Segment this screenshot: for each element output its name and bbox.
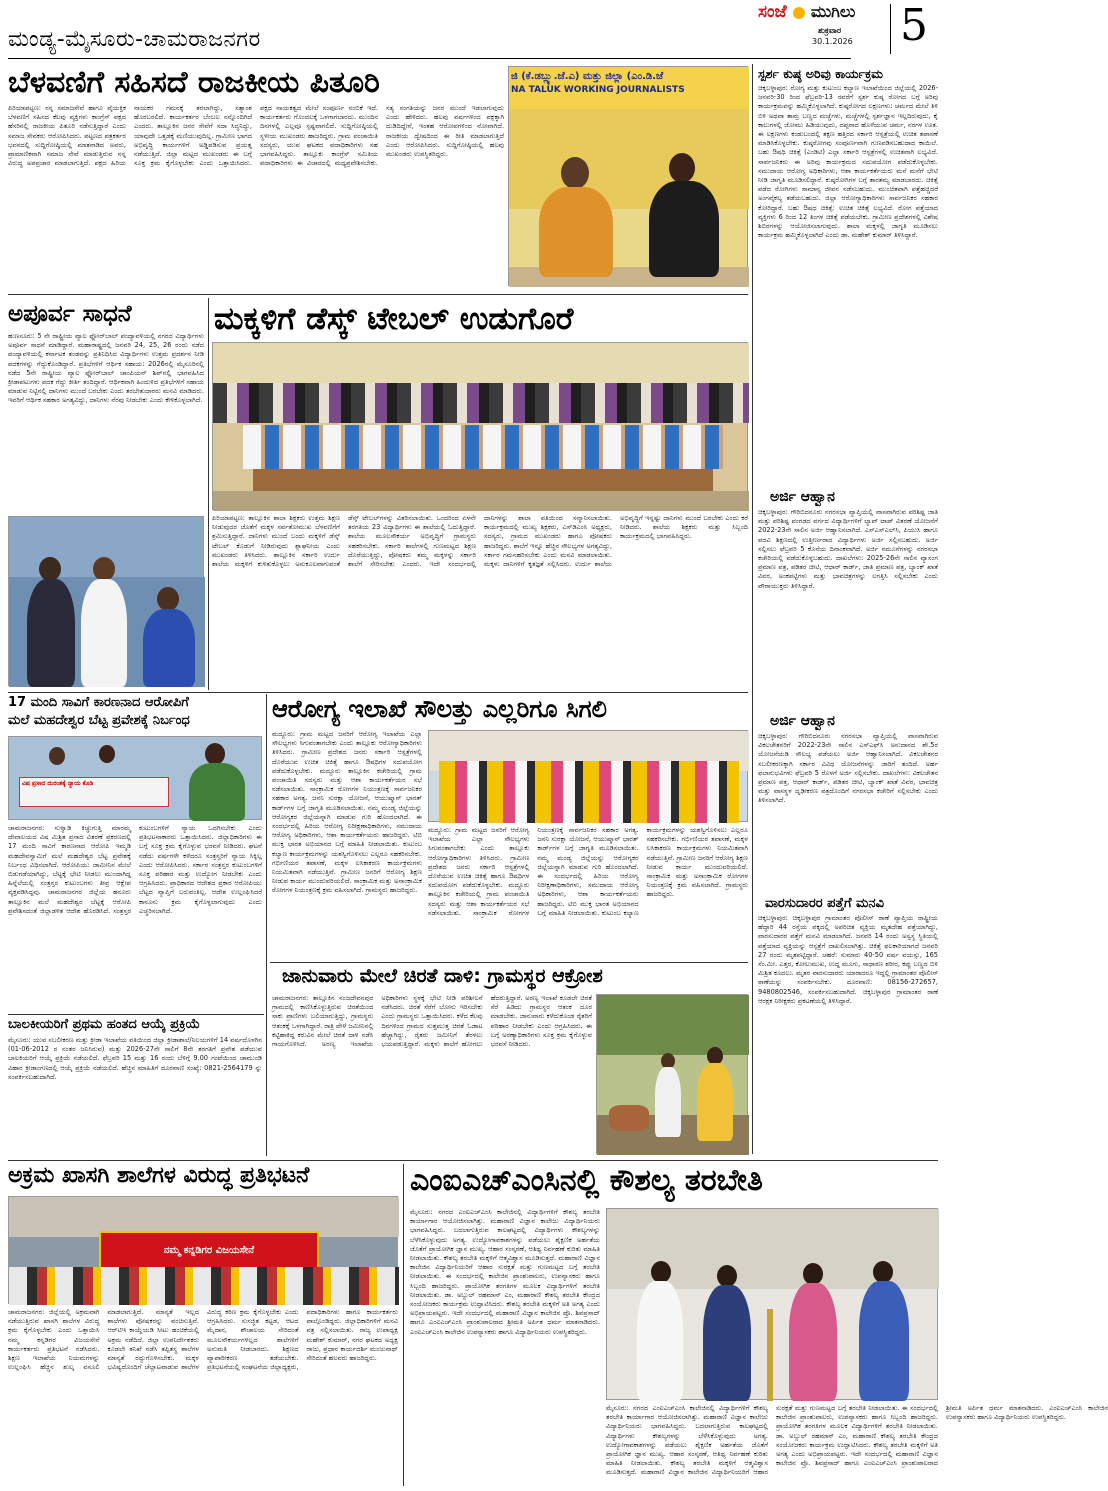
guest1-head xyxy=(651,1261,671,1283)
page-number-divider xyxy=(890,4,891,54)
brand-logo xyxy=(758,2,888,26)
sidebar-story2-body: ಚಿಕ್ಕಬಳ್ಳಾಪುರ: ಗೌರಿಬಿದನೂರು ನಗರಸಭಾ ವ್ಯಾಪ್ತಿಯಲ್ಲಿ ವಾಸವಾಗಿರುವ ಪರಿಶಿಷ್ಟ ಜಾತಿ ಮತ್ತು ಪರಿಶಿಷ್ಟ ಪಂಗಡದ ವರ್ಗದ ವಿದ್ಯಾರ್ಥಿಗಳಿಗೆ ಲ್ಯಾಪ್ ಟಾಪ್ ವಿತರಣೆ ಯೋಜನೆಗೆ 2022-23ನೇ ಸಾಲಿನ ಅರ್ಜಿ ಆಹ್ವಾನಿಸಲಾಗಿದೆ. ಎಸ್‌ಎಸ್‌ಎಲ್‌ಸಿ, ಪಿಯುಸಿ ಹಾಗೂ ಪದವಿ ಶಿಕ್ಷಣದಲ್ಲಿ ಉತ್ತೀರ್ಣರಾದ ವಿದ್ಯಾರ್ಥಿಗಳು ಅರ್ಜಿ ಸಲ್ಲಿಸಬಹುದು. ಅರ್ಜಿ ಸಲ್ಲಿಸಲು ಫೆಬ್ರವರಿ 5 ಕೊನೆಯ ದಿನಾಂಕವಾಗಿದೆ. ಅರ್ಜಿ ನಮೂನೆಗಳನ್ನು ನಗರಸಭಾ ಕಚೇರಿಯಲ್ಲಿ ಪಡೆದುಕೊಳ್ಳಬಹುದು. ದಾಖಲೆಗಳು: 2025-26ನೇ ಸಾಲಿನ ವ್ಯಾಸಂಗ ಪ್ರಮಾಣ ಪತ್ರ, ಪಡಿತರ ಚೀಟಿ, ಆಧಾರ್ ಕಾರ್ಡ್, ಜಾತಿ ಪ್ರಮಾಣ ಪತ್ರ, ಬ್ಯಾಂಕ್ ಖಾತೆ ವಿವರ, ಅಂಕಪಟ್ಟಿಗಳು ಮತ್ತು ಭಾವಚಿತ್ರಗಳನ್ನು ಲಗತ್ತಿಸಿ ಸಲ್ಲಿಸಬೇಕು ಎಂದು ಪೌರಾಯುಕ್ತರು ತಿಳಿಸಿದ್ದಾರೆ. xyxy=(758,508,938,590)
story8-photo xyxy=(8,1196,398,1304)
player3-head xyxy=(157,587,179,611)
story1-photo xyxy=(508,66,748,286)
story3-body: ಪಿರಿಯಾಪಟ್ಟಣ: ತಾಲ್ಲೂಕಿನ ಶಾಲಾ ಶಿಕ್ಷಕರು ಉತ್ತಮ ಶಿಕ್ಷಣ ನೀಡುವುದರ ಜೊತೆಗೆ ಮಕ್ಕಳ ಸರ್ವತೋಮುಖ ಬೆಳವಣಿಗೆಗೆ ಶ್ರಮಿಸುತ್ತಿದ್ದಾರೆ. ದಾನಿಗಳು ಮುಂದೆ ಬಂದು ಮಕ್ಕಳಿಗೆ ಡೆಸ್ಕ್ ಟೇಬಲ್ ಕೊಡುಗೆ ನೀಡಿರುವುದು ಶ್ಲಾಘನೀಯ ಎಂದು ಮುಖಂಡರು ತಿಳಿಸಿದರು. ತಾಲ್ಲೂಕಿನ ಸರ್ಕಾರಿ ಉರ್ದು ಶಾಲೆಯ ಮಕ್ಕಳಿಗೆ ಕುಳಿತುಕೊಳ್ಳಲು ಅನುಕೂಲವಾಗುವಂತೆ ಡೆಸ್ಕ್ ಟೇಬಲ್‌ಗಳನ್ನು ವಿತರಿಸಲಾಯಿತು. ಒಂದರಿಂದ ಏಳನೇ ತರಗತಿಯ 23 ವಿದ್ಯಾರ್ಥಿಗಳು ಈ ಶಾಲೆಯಲ್ಲಿ ಓದುತ್ತಿದ್ದಾರೆ. ಶಾಲೆಯ ಮೂಲಸೌಕರ್ಯ ಅಭಿವೃದ್ಧಿಗೆ ಗ್ರಾಮಸ್ಥರು ಸಹಕರಿಸಬೇಕು. ಸರ್ಕಾರಿ ಶಾಲೆಗಳಲ್ಲಿ ಗುಣಮಟ್ಟದ ಶಿಕ್ಷಣ ದೊರೆಯುತ್ತಿದ್ದು, ಪೋಷಕರು ತಮ್ಮ ಮಕ್ಕಳನ್ನು ಸರ್ಕಾರಿ ಶಾಲೆಗೆ ಸೇರಿಸಬೇಕು ಎಂದರು. ಇದೇ ಸಂದರ್ಭದಲ್ಲಿ ದಾನಿಗಳನ್ನು ಶಾಲಾ ವತಿಯಿಂದ ಸನ್ಮಾನಿಸಲಾಯಿತು. ಕಾರ್ಯಕ್ರಮದಲ್ಲಿ ಮುಖ್ಯ ಶಿಕ್ಷಕರು, ಎಸ್‌ಡಿಎಂಸಿ ಅಧ್ಯಕ್ಷರು, ಸದಸ್ಯರು, ಗ್ರಾಮದ ಮುಖಂಡರು ಹಾಗೂ ಪೋಷಕರು ಹಾಜರಿದ್ದರು. ಶಾಲೆಗೆ ಇನ್ನೂ ಹೆಚ್ಚಿನ ಸೌಲಭ್ಯಗಳ ಅಗತ್ಯವಿದ್ದು, ಸರ್ಕಾರ ಗಮನಹರಿಸಬೇಕು ಎಂದು ಮನವಿ ಮಾಡಲಾಯಿತು. ಮಕ್ಕಳು ದಾನಿಗಳಿಗೆ ಕೃತಜ್ಞತೆ ಸಲ್ಲಿಸಿದರು. ಉರ್ದು ಶಾಲೆಯ ಅಭಿವೃದ್ಧಿಗೆ ಇನ್ನಷ್ಟು ದಾನಿಗಳು ಮುಂದೆ ಬರಬೇಕು ಎಂದು ಕರೆ ನೀಡಿದರು. ಶಾಲೆಯ ಶಿಕ್ಷಕರು ಮತ್ತು ಸಿಬ್ಬಂದಿ ಕಾರ್ಯಕ್ರಮದಲ್ಲಿ ಭಾಗವಹಿಸಿದ್ದರು. xyxy=(212,514,748,569)
woman-head xyxy=(669,153,695,183)
protest-red-banner-text: ನಮ್ಮ ಕನ್ನಡಿಗರ ವಿಜಯಸೇನೆ xyxy=(163,1245,255,1256)
protester3-head xyxy=(205,743,225,765)
divider-2 xyxy=(208,298,209,690)
guest4-figure xyxy=(859,1281,909,1401)
story6-headline: ಆರೋಗ್ಯ ಇಲಾಖೆ ಸೌಲತ್ತು ಎಲ್ಲರಿಗೂ ಸಿಗಲಿ xyxy=(272,695,607,723)
guest3-figure xyxy=(789,1283,837,1401)
divider-6 xyxy=(270,962,748,963)
brand-circle-icon xyxy=(793,7,805,19)
sidebar-story4-body: ಚಿಕ್ಕಬಳ್ಳಾಪುರ: ಚಿಕ್ಕಬಳ್ಳಾಪುರ ಗ್ರಾಮಾಂತರ ಪೊಲೀಸ್ ಠಾಣೆ ವ್ಯಾಪ್ತಿಯ ರಾಷ್ಟ್ರೀಯ ಹೆದ್ದಾರಿ 44 ರಸ್ತೆಯ ಪಕ್ಕದಲ್ಲಿ ಅಪರಿಚಿತ ವ್ಯಕ್ತಿಯ ಮೃತದೇಹ ಪತ್ತೆಯಾಗಿದ್ದು, ವಾರಸುದಾರರ ಪತ್ತೆಗೆ ಮನವಿ ಮಾಡಲಾಗಿದೆ. ಜನವರಿ 14 ರಂದು ಅಸ್ವಸ್ಥ ಸ್ಥಿತಿಯಲ್ಲಿ ಪತ್ತೆಯಾದ ವ್ಯಕ್ತಿಯನ್ನು ಆಸ್ಪತ್ರೆಗೆ ದಾಖಲಿಸಲಾಗಿತ್ತು. ಚಿಕಿತ್ಸೆ ಫಲಕಾರಿಯಾಗದೆ ಜನವರಿ 27 ರಂದು ಮೃತಪಟ್ಟಿದ್ದಾರೆ. ಚಹರೆ: ಸುಮಾರು 40-50 ವರ್ಷ ವಯಸ್ಸು, 165 ಸೆಂ.ಮೀ. ಎತ್ತರ, ಕೋಲುಮುಖ, ಉದ್ದ ಮೂಗು, ಸಾಧಾರಣ ಶರೀರ, ಕಪ್ಪು ಬಣ್ಣದ ಬಿಳಿ ಮಿಶ್ರಿತ ಕೂದಲು. ಮೃತರ ವಾರಸುದಾರರು ಯಾರಾದರೂ ಇದ್ದಲ್ಲಿ ಗ್ರಾಮಾಂತರ ಪೊಲೀಸ್ ಠಾಣೆಯನ್ನು ಸಂಪರ್ಕಿಸಬೇಕು. ದೂರವಾಣಿ: 08156-272657, 9480802546, ಸಂಪರ್ಕಿಸಬಹುದಾಗಿದೆ. ಚಿಕ್ಕಬಳ್ಳಾಪುರ ಗ್ರಾಮಾಂತರ ಠಾಣೆ ಆರಕ್ಷಕ ನಿರೀಕ್ಷಕರು ಪ್ರಕಟಣೆಯಲ್ಲಿ ತಿಳಿಸಿದ್ದಾರೆ. xyxy=(758,914,938,1005)
brand-right: ಮುಗಿಲು xyxy=(810,2,856,21)
story8-body: ಚಾಮರಾಜನಗರ: ಜಿಲ್ಲೆಯಲ್ಲಿ ಅಕ್ರಮವಾಗಿ ನಡೆಯುತ್ತಿರುವ ಖಾಸಗಿ ಶಾಲೆಗಳ ವಿರುದ್ಧ ಕ್ರಮ ಕೈಗೊಳ್ಳಬೇಕು ಎಂದು ಒತ್ತಾಯಿಸಿ ನಮ್ಮ ಕನ್ನಡಿಗರ ವಿಜಯಸೇನೆ ಕಾರ್ಯಕರ್ತರು ಪ್ರತಿಭಟನೆ ನಡೆಸಿದರು. ಶಿಕ್ಷಣ ಇಲಾಖೆಯ ನಿಯಮಗಳನ್ನು ಉಲ್ಲಂಘಿಸಿ ಹೆಚ್ಚಿನ ಶುಲ್ಕ ವಸೂಲಿ ಮಾಡಲಾಗುತ್ತಿದೆ. ಮಾನ್ಯತೆ ಇಲ್ಲದ ಶಾಲೆಗಳು ಪೋಷಕರನ್ನು ವಂಚಿಸುತ್ತಿವೆ. ಆರ್‌ಟಿಇ ಕಾಯ್ದೆಯಡಿ ಸೀಟು ಹಂಚಿಕೆಯಲ್ಲಿ ಅಕ್ರಮ ನಡೆದಿದೆ. ಜಿಲ್ಲಾ ಉಪನಿರ್ದೇಶಕರು ಕೂಡಲೇ ತನಿಖೆ ನಡೆಸಿ ತಪ್ಪಿತಸ್ಥ ಶಾಲೆಗಳ ಮಾನ್ಯತೆ ರದ್ದುಗೊಳಿಸಬೇಕು. ಮಕ್ಕಳ ಭವಿಷ್ಯದೊಂದಿಗೆ ಚೆಲ್ಲಾಟವಾಡುವ ಶಾಲೆಗಳ ವಿರುದ್ಧ ಕಠಿಣ ಕ್ರಮ ಕೈಗೊಳ್ಳಬೇಕು ಎಂದು ಆಗ್ರಹಿಸಿದರು. ಸುಸಜ್ಜಿತ ಕಟ್ಟಡ, ಆಟದ ಮೈದಾನ, ಶೌಚಾಲಯ ಸೇರಿದಂತೆ ಮೂಲಸೌಕರ್ಯಗಳಿಲ್ಲದ ಶಾಲೆಗಳಿಗೆ ಅನುಮತಿ ನೀಡಬಾರದು. ಶಿಕ್ಷಣದ ವ್ಯಾಪಾರೀಕರಣ ತಡೆಯಬೇಕು. ಪ್ರತಿಭಟನೆಯಲ್ಲಿ ಸಂಘಟನೆಯ ಜಿಲ್ಲಾಧ್ಯಕ್ಷರು, ಪದಾಧಿಕಾರಿಗಳು ಹಾಗೂ ಕಾರ್ಯಕರ್ತರು ಪಾಲ್ಗೊಂಡಿದ್ದರು. ಜಿಲ್ಲಾಧಿಕಾರಿಗಳಿಗೆ ಮನವಿ ಪತ್ರ ಸಲ್ಲಿಸಲಾಯಿತು. ರಾಜ್ಯ ಉಪಾಧ್ಯಕ್ಷ ಮಹೇಶ್ ಕುಮಾರ್, ನಗರ ಘಟಕದ ಅಧ್ಯಕ್ಷ ರಾಜು, ಪ್ರಧಾನ ಕಾರ್ಯದರ್ಶಿ ಮಂಜುನಾಥ್ ಸೇರಿದಂತೆ ಹಲವರು ಹಾಜರಿದ್ದರು. xyxy=(8,1308,398,1372)
protest-banner-text: ವಿಷ ಪ್ರಸಾದ ದುರಂತಕ್ಕೆ ನ್ಯಾಯ ಕೊಡಿ xyxy=(22,780,94,787)
story9-headline: ಎಂಐಎಚ್‌ಎಂಸಿನಲ್ಲಿ ಕೌಶಲ್ಯ ತರಬೇತಿ xyxy=(410,1163,763,1198)
banner-line1: ಜಿ (ಕೆ.ಡಬ್ಲ್ಯು.ಜೆ.ಎ) ಮತ್ತು ಜಿಲ್ಲಾ (ಎಂ.ಡಿ.ಜೆ xyxy=(511,71,664,82)
section-rule xyxy=(8,58,851,59)
children-row xyxy=(243,425,723,469)
protester1-head xyxy=(49,747,65,765)
divider-8 xyxy=(403,1164,404,1486)
marchers xyxy=(9,1267,399,1305)
field-trees xyxy=(597,995,749,1055)
player1-figure xyxy=(27,579,75,687)
sidebar-story3-headline: ಅರ್ಜಿ ಆಹ್ವಾನ xyxy=(770,713,835,729)
story6-body-right: ಮದ್ದೂರು: ಗ್ರಾಮ ಮಟ್ಟದ ಜನರಿಗೆ ಆರೋಗ್ಯ ಇಲಾಖೆಯ ಎಲ್ಲಾ ಸೌಲಭ್ಯಗಳು ಸಿಗುವಂತಾಗಬೇಕು ಎಂದು ತಾಲ್ಲೂಕು ಆರೋಗ್ಯಾಧಿಕಾರಿಗಳು ತಿಳಿಸಿದರು. ಗ್ರಾಮೀಣ ಪ್ರದೇಶದ ಜನರು ಸರ್ಕಾರಿ ಆಸ್ಪತ್ರೆಗಳಲ್ಲಿ ದೊರೆಯುವ ಉಚಿತ ಚಿಕಿತ್ಸೆ ಹಾಗೂ ಔಷಧಿಗಳ ಸದುಪಯೋಗ ಪಡೆದುಕೊಳ್ಳಬೇಕು. ಮದ್ದೂರು ತಾಲ್ಲೂಕಿನ ಕಚೇರಿಯಲ್ಲಿ ಗ್ರಾಮ ಪಂಚಾಯಿತಿ ಸದಸ್ಯರು ಮತ್ತು ಆಶಾ ಕಾರ್ಯಕರ್ತೆಯರ ಸಭೆ ನಡೆಸಲಾಯಿತು. ಸಾಂಕ್ರಾಮಿಕ ರೋಗಗಳ ನಿಯಂತ್ರಣಕ್ಕೆ ಸಾರ್ವಜನಿಕರ ಸಹಕಾರ ಅಗತ್ಯ. ಜನನಿ ಸುರಕ್ಷಾ ಯೋಜನೆ, ಆಯುಷ್ಮಾನ್ ಭಾರತ್ ಕಾರ್ಡ್‌ಗಳ ಬಗ್ಗೆ ಜಾಗೃತಿ ಮೂಡಿಸಲಾಯಿತು. ನಮ್ಮ ಮಂಡ್ಯ ಜಿಲ್ಲೆಯನ್ನು ಆರೋಗ್ಯಕರ ಜಿಲ್ಲೆಯನ್ನಾಗಿ ಮಾಡುವ ಗುರಿ ಹೊಂದಲಾಗಿದೆ. ಈ ಸಂದರ್ಭದಲ್ಲಿ ಹಿರಿಯ ಆರೋಗ್ಯ ನಿರೀಕ್ಷಣಾಧಿಕಾರಿಗಳು, ಸಮುದಾಯ ಆರೋಗ್ಯ ಅಧಿಕಾರಿಗಳು, ಆಶಾ ಕಾರ್ಯಕರ್ತೆಯರು ಹಾಜರಿದ್ದರು. ಟಿಬಿ ಮುಕ್ತ ಭಾರತ ಅಭಿಯಾನದ ಬಗ್ಗೆ ಮಾಹಿತಿ ನೀಡಲಾಯಿತು. ಕುಟುಂಬ ಕಲ್ಯಾಣ ಕಾರ್ಯಕ್ರಮಗಳನ್ನು ಯಶಸ್ವಿಗೊಳಿಸಲು ಎಲ್ಲರೂ ಸಹಕರಿಸಬೇಕು. ಗರ್ಭಿಣಿಯರ ತಪಾಸಣೆ, ಮಕ್ಕಳ ಲಸಿಕಾಕರಣ ಕಾರ್ಯಕ್ರಮಗಳು ನಿಯಮಿತವಾಗಿ ನಡೆಯುತ್ತಿವೆ. ಗ್ರಾಮೀಣ ಜನರಿಗೆ ಆರೋಗ್ಯ ಶಿಕ್ಷಣ ನೀಡುವ ಕಾರ್ಯ ಮುಂದುವರಿಯಲಿದೆ. ಸಾಂಕ್ರಾಮಿಕ ಮತ್ತು ಅಸಾಂಕ್ರಾಮಿಕ ರೋಗಗಳ ನಿಯಂತ್ರಣಕ್ಕೆ ಕ್ರಮ ವಹಿಸಲಾಗಿದೆ. ಗ್ರಾಮಸ್ಥರು ಹಾಜರಿದ್ದರು. xyxy=(428,826,748,917)
guest1-figure xyxy=(637,1281,683,1401)
story7-body: ಚಾಮರಾಜನಗರ: ತಾಲ್ಲೂಕಿನ ನಂಜದೇವನಪುರ ಗ್ರಾಮದಲ್ಲಿ ಕಾಣಿಸಿಕೊಳ್ಳುತ್ತಿರುವ ಚಿರತೆಯಿಂದ ಸಾಕು ಪ್ರಾಣಿಗಳು ಬಲಿಯಾಗುತ್ತಿದ್ದು, ಗ್ರಾಮಸ್ಥರು ಆತಂಕಕ್ಕೆ ಒಳಗಾಗಿದ್ದಾರೆ. ರಾತ್ರಿ ವೇಳೆ ಜಮೀನಿನಲ್ಲಿ ಕಟ್ಟಿಹಾಕಿದ್ದ ಕರುವಿನ ಮೇಲೆ ಚಿರತೆ ದಾಳಿ ನಡೆಸಿ ಗಾಯಗೊಳಿಸಿದೆ. ಅರಣ್ಯ ಇಲಾಖೆಯ ಅಧಿಕಾರಿಗಳು ಸ್ಥಳಕ್ಕೆ ಭೇಟಿ ನೀಡಿ ಪರಿಶೀಲನೆ ನಡೆಸಿದರು. ಚಿರತೆ ಸೆರೆಗೆ ಬೋನು ಇರಿಸಬೇಕು ಎಂದು ಗ್ರಾಮಸ್ಥರು ಒತ್ತಾಯಿಸಿದರು. ಕಳೆದ ಕೆಲವು ದಿನಗಳಿಂದ ಗ್ರಾಮದ ಸುತ್ತಮುತ್ತ ಚಿರತೆ ಓಡಾಟ ಹೆಚ್ಚಾಗಿದ್ದು, ರೈತರು ಜಮೀನಿಗೆ ತೆರಳಲು ಭಯಪಡುತ್ತಿದ್ದಾರೆ. ಮಕ್ಕಳು ಶಾಲೆಗೆ ಹೋಗಲು ಹೆದರುತ್ತಿದ್ದಾರೆ. ಅರಣ್ಯ ಇಲಾಖೆ ಕೂಡಲೇ ಚಿರತೆ ಸೆರೆ ಹಿಡಿದು ಗ್ರಾಮಸ್ಥರ ಆತಂಕ ದೂರ ಮಾಡಬೇಕು. ಜಾನುವಾರು ಕಳೆದುಕೊಂಡ ರೈತರಿಗೆ ಪರಿಹಾರ ನೀಡಬೇಕು ಎಂದು ಆಗ್ರಹಿಸಿದರು. ಈ ಬಗ್ಗೆ ಅರಣ್ಯಾಧಿಕಾರಿಗಳು ಸೂಕ್ತ ಕ್ರಮ ಕೈಗೊಳ್ಳುವ ಭರವಸೆ ನೀಡಿದರು. xyxy=(272,994,592,1049)
journalists-banner xyxy=(509,67,749,109)
section-title: ಮಂಡ್ಯ-ಮೈಸೂರು-ಚಾಮರಾಜನಗರ xyxy=(8,27,261,52)
story1-body: ಪಿರಿಯಾಪಟ್ಟಣ: ನನ್ನ ಸಮಾಜಸೇವೆ ಹಾಗೂ ವೈಯಕ್ತಿಕ ಬೆಳವಣಿಗೆ ಸಹಿಸದ ಕೆಲವು ವ್ಯಕ್ತಿಗಳು ಕಾಂಗ್ರೆಸ್ ಪಕ್ಷದ ಹೆಸರಿನಲ್ಲಿ ರಾಜಕೀಯ ಪಿತೂರಿ ನಡೆಸುತ್ತಿದ್ದಾರೆ ಎಂದು ಸಮಾಜ ಸೇವಕರು ಆರೋಪಿಸಿದರು. ಪಟ್ಟಣದ ಪತ್ರಕರ್ತರ ಭವನದಲ್ಲಿ ಸುದ್ದಿಗೋಷ್ಠಿಯಲ್ಲಿ ಮಾತನಾಡಿದ ಅವರು, ಪ್ರಾಮಾಣಿಕವಾಗಿ ಸಮಾಜ ಸೇವೆ ಮಾಡುತ್ತಿರುವ ನನ್ನ ವಿರುದ್ಧ ಅಪಪ್ರಚಾರ ಮಾಡಲಾಗುತ್ತಿದೆ. ಪಕ್ಷದ ಹಿರಿಯ ನಾಯಕರ ಗಮನಕ್ಕೆ ತರಲಾಗಿದ್ದು, ಸತ್ಯಾಂಶ ಹೊರಬರಲಿದೆ. ಕಾರ್ಯಕರ್ತರ ಬೆಂಬಲ ನನ್ನೊಂದಿಗಿದೆ ಎಂದರು. ತಾಲ್ಲೂಕಿನ ಜನರ ಸೇವೆಗೆ ಸದಾ ಸಿದ್ಧನಿದ್ದು, ಯಾವುದೇ ಒತ್ತಡಕ್ಕೆ ಮಣಿಯುವುದಿಲ್ಲ. ಗ್ರಾಮೀಣ ಭಾಗದ ಅಭಿವೃದ್ಧಿ ಕಾರ್ಯಗಳಿಗೆ ಅಡ್ಡಿಪಡಿಸುವ ಪ್ರಯತ್ನ ನಡೆಯುತ್ತಿದೆ. ಜಿಲ್ಲಾ ಮಟ್ಟದ ಮುಖಂಡರು ಈ ಬಗ್ಗೆ ಸೂಕ್ತ ಕ್ರಮ ಕೈಗೊಳ್ಳಬೇಕು ಎಂದು ಒತ್ತಾಯಿಸಿದರು. ಪಕ್ಷದ ನಾಯಕತ್ವದ ಮೇಲೆ ಸಂಪೂರ್ಣ ನಂಬಿಕೆ ಇದೆ. ಕಾರ್ಯಕರ್ತರು ಗೊಂದಲಕ್ಕೆ ಒಳಗಾಗಬಾರದು. ಮುಂದಿನ ದಿನಗಳಲ್ಲಿ ಎಲ್ಲವೂ ಸ್ಪಷ್ಟವಾಗಲಿದೆ. ಸುದ್ದಿಗೋಷ್ಠಿಯಲ್ಲಿ ಸ್ಥಳೀಯ ಮುಖಂಡರು ಹಾಜರಿದ್ದರು. ಗ್ರಾಮ ಪಂಚಾಯಿತಿ ಸದಸ್ಯರು, ಯುವ ಘಟಕದ ಪದಾಧಿಕಾರಿಗಳು ಸಹ ಭಾಗವಹಿಸಿದ್ದರು. ತಾಲ್ಲೂಕು ಕಾಂಗ್ರೆಸ್ ಸಮಿತಿಯ ಪದಾಧಿಕಾರಿಗಳು ಈ ವಿಚಾರದಲ್ಲಿ ಮಧ್ಯಪ್ರವೇಶಿಸಬೇಕು. ಸತ್ಯ ಸಂಗತಿಯನ್ನು ಜನರ ಮುಂದೆ ಇಡಲಾಗುವುದು ಎಂದು ಹೇಳಿದರು. ಹಲವು ವರ್ಷಗಳಿಂದ ಪಕ್ಷಕ್ಕಾಗಿ ದುಡಿದಿದ್ದೇನೆ, ಇಂತಹ ಆರೋಪಗಳಿಂದ ನೋವಾಗಿದೆ. ರಾಜಕೀಯ ದ್ವೇಷದಿಂದ ಈ ರೀತಿ ಮಾಡಲಾಗುತ್ತಿದೆ ಎಂದು ಆರೋಪಿಸಿದರು. ಸುದ್ದಿಗೋಷ್ಠಿಯಲ್ಲಿ ಹಲವು ಮುಖಂಡರು ಉಪಸ್ಥಿತರಿದ್ದರು. xyxy=(8,104,504,168)
divider-7 xyxy=(8,1160,938,1161)
player2-head xyxy=(93,557,115,581)
divider-5 xyxy=(266,694,267,1156)
story1-headline: ಬೆಳವಣಿಗೆ ಸಹಿಸದೆ ರಾಜಕೀಯ ಪಿತೂರಿ xyxy=(8,65,380,100)
story9-body-right: ಮೈಸೂರು: ನಗರದ ಎಂಐಎಚ್‌ಎಂಸಿ ಕಾಲೇಜಿನಲ್ಲಿ ವಿದ್ಯಾರ್ಥಿಗಳಿಗೆ ಕೌಶಲ್ಯ ತರಬೇತಿ ಕಾರ್ಯಾಗಾರ ಆಯೋಜಿಸಲಾಗಿತ್ತು. ಮಹಾರಾಣಿ ವಿಜ್ಞಾನ ಕಾಲೇಜು ವಿದ್ಯಾರ್ಥಿನಿಯರು ಭಾಗವಹಿಸಿದ್ದರು. ಬದಲಾಗುತ್ತಿರುವ ಕಾಲಘಟ್ಟದಲ್ಲಿ ವಿದ್ಯಾರ್ಥಿಗಳು ಕೌಶಲ್ಯಗಳನ್ನು ಬೆಳೆಸಿಕೊಳ್ಳುವುದು ಅಗತ್ಯ. ಉದ್ಯೋಗಾವಕಾಶಗಳನ್ನು ಪಡೆಯಲು ಶೈಕ್ಷಣಿಕ ಅರ್ಹತೆಯ ಜೊತೆಗೆ ಪ್ರಾಯೋಗಿಕ ಜ್ಞಾನ ಮುಖ್ಯ. ಆಹಾರ ಸಂಸ್ಕರಣೆ, ಆತಿಥ್ಯ ನಿರ್ವಹಣೆ ಕುರಿತು ಮಾಹಿತಿ ನೀಡಲಾಯಿತು. ಕೌಶಲ್ಯ ತರಬೇತಿ ಮಕ್ಕಳಿಗೆ ಆತ್ಮವಿಶ್ವಾಸ ಮೂಡಿಸುತ್ತದೆ. ಮಹಾರಾಣಿ ವಿಜ್ಞಾನ ಕಾಲೇಜಿನ ವಿದ್ಯಾರ್ಥಿನಿಯರಿಗೆ ಆಹಾರ ಸುರಕ್ಷತೆ ಮತ್ತು ಗುಣಮಟ್ಟದ ಬಗ್ಗೆ ತರಬೇತಿ ನೀಡಲಾಯಿತು. ಈ ಸಂದರ್ಭದಲ್ಲಿ ಕಾಲೇಜಿನ ಪ್ರಾಂಶುಪಾಲರು, ಉಪನ್ಯಾಸಕರು ಹಾಗೂ ಸಿಬ್ಬಂದಿ ಹಾಜರಿದ್ದರು. ಪ್ರಾಯೋಗಿಕ ತರಗತಿಗಳ ಮೂಲಕ ವಿದ್ಯಾರ್ಥಿಗಳಿಗೆ ತರಬೇತಿ ನೀಡಲಾಯಿತು. ಡಾ. ಅಬ್ದುಲ್ ರಹಮಾನ್ ಎಂ, ಮಹಾರಾಣಿ ಕೌಶಲ್ಯ ತರಬೇತಿ ಕೇಂದ್ರದ ಸಂಯೋಜಕರು ಕಾರ್ಯಕ್ರಮ ಉದ್ಘಾಟಿಸಿದರು. ಕೌಶಲ್ಯ ತರಬೇತಿ ಮಕ್ಕಳಿಗೆ ಅತಿ ಅಗತ್ಯ ಎಂದು ಅಭಿಪ್ರಾಯಪಟ್ಟರು. ಇದೇ ಸಂದರ್ಭದಲ್ಲಿ ಮಹಾರಾಣಿ ವಿಜ್ಞಾನ ಕಾಲೇಜಿನ ಪ್ರೊ. ಶಿವಪ್ರಸಾದ್ ಹಾಗೂ ಎಂಐಎಚ್‌ಎಂಸಿ ಪ್ರಾಂಶುಪಾಲರಾದ ಶ್ರೀಮತಿ ಅರ್ಪಿತ ಧರ್ಮ ಮಾತನಾಡಿದರು. ಎಂಐಎಚ್‌ಎಂಸಿ ಕಾಲೇಜಿನ ಉಪನ್ಯಾಸಕರು ಹಾಗೂ ವಿದ್ಯಾರ್ಥಿನಿಯರು ಉಪಸ್ಥಿತರಿದ್ದರು. xyxy=(606,1404,1108,1477)
story4-headline-line2: ಮಲೆ ಮಹದೇಶ್ವರ ಬೆಟ್ಟ ಪ್ರವೇಶಕ್ಕೆ ನಿರ್ಬಂಧ xyxy=(8,713,190,728)
story4-body: ಚಾಮರಾಜನಗರ: ಸುಳ್ವಾಡಿ ಕಿಚ್ಚುಗುತ್ತಿ ಮಾರಮ್ಮ ದೇವಾಲಯದ ವಿಷ ಮಿಶ್ರಿತ ಪ್ರಸಾದ ವಿತರಣೆ ಪ್ರಕರಣದಲ್ಲಿ 17 ಮಂದಿ ಸಾವಿಗೆ ಕಾರಣನಾದ ಆರೋಪಿ ಇಮ್ಮಡಿ ಮಹದೇವಸ್ವಾಮಿಗೆ ಮಲೆ ಮಹದೇಶ್ವರ ಬೆಟ್ಟ ಪ್ರವೇಶಕ್ಕೆ ನಿರ್ಬಂಧ ವಿಧಿಸಲಾಗಿದೆ. ಆರೋಪಿಯು ಜಾಮೀನಿನ ಮೇಲೆ ಬಿಡುಗಡೆಯಾಗಿದ್ದು, ಬೆಟ್ಟಕ್ಕೆ ಭೇಟಿ ನೀಡಲು ಮುಂದಾಗಿದ್ದ ಹಿನ್ನೆಲೆಯಲ್ಲಿ ಸಂತ್ರಸ್ತರ ಕುಟುಂಬಗಳು ತೀವ್ರ ಆಕ್ಷೇಪ ವ್ಯಕ್ತಪಡಿಸಿದ್ದವು. ಚಾಮರಾಜನಗರ ಜಿಲ್ಲೆಯ ಹನೂರು ತಾಲ್ಲೂಕಿನ ಮಲೆ ಮಹದೇಶ್ವರ ಬೆಟ್ಟಕ್ಕೆ ಆರೋಪಿ ಪ್ರವೇಶಿಸದಂತೆ ಜಿಲ್ಲಾಡಳಿತ ಆದೇಶ ಹೊರಡಿಸಿದೆ. ಸಂತ್ರಸ್ತರ ಕುಟುಂಬಗಳಿಗೆ ನ್ಯಾಯ ಒದಗಿಸಬೇಕು ಎಂದು ಪ್ರತಿಭಟನಾಕಾರರು ಒತ್ತಾಯಿಸಿದರು. ಜಿಲ್ಲಾಧಿಕಾರಿಗಳು ಈ ಬಗ್ಗೆ ಸೂಕ್ತ ಕ್ರಮ ಕೈಗೊಳ್ಳುವ ಭರವಸೆ ನೀಡಿದರು. ಘಟನೆ ನಡೆದು ವರ್ಷಗಳೇ ಕಳೆದರೂ ಸಂತ್ರಸ್ತರಿಗೆ ನ್ಯಾಯ ಸಿಕ್ಕಿಲ್ಲ ಎಂದು ಆರೋಪಿಸಿದರು. ಸರ್ಕಾರ ಸಂತ್ರಸ್ತರ ಕುಟುಂಬಗಳಿಗೆ ಸೂಕ್ತ ಪರಿಹಾರ ಮತ್ತು ಉದ್ಯೋಗ ನೀಡಬೇಕು ಎಂದು ಆಗ್ರಹಿಸಿದರು. ಪ್ರಾಧಿಕಾರದ ಆದೇಶದ ಪ್ರಕಾರ ಆರೋಪಿಯು ಬೆಟ್ಟದ ವ್ಯಾಪ್ತಿಗೆ ಬರುವಂತಿಲ್ಲ. ಆದೇಶ ಉಲ್ಲಂಘಿಸಿದರೆ ಕಾನೂನು ಕ್ರಮ ಕೈಗೊಳ್ಳಲಾಗುವುದು ಎಂದು ಎಚ್ಚರಿಸಲಾಗಿದೆ. xyxy=(8,824,262,915)
protest-red-banner xyxy=(99,1231,319,1271)
guest3-head xyxy=(803,1263,823,1285)
sidebar-divider xyxy=(752,64,753,1154)
brand-left: ಸಂಜೆ xyxy=(758,2,787,22)
guest4-head xyxy=(873,1261,893,1283)
stage-row xyxy=(439,761,739,823)
story5-headline: ಬಾಲಕೀಯರಿಗೆ ಪ್ರಥಮ ಹಂತದ ಆಯ್ಕೆ ಪ್ರಕ್ರಿಯೆ xyxy=(8,1017,201,1032)
issue-weekday: ಶುಕ್ರವಾರ xyxy=(818,26,842,35)
guest2-head xyxy=(717,1265,737,1287)
protester3-figure xyxy=(189,763,245,821)
protest-banner xyxy=(19,777,169,807)
player2-figure xyxy=(81,579,127,687)
sidebar-story4-headline: ವಾರಸುದಾರರ ಪತ್ತೆಗೆ ಮನವಿ xyxy=(765,896,885,911)
player3-figure xyxy=(143,609,195,687)
protester2-head xyxy=(99,745,115,763)
banner-line2: NA TALUK WORKING JOURNALISTS xyxy=(511,85,685,95)
sidebar-story2-headline: ಅರ್ಜಿ ಆಹ್ವಾನ xyxy=(770,489,835,505)
story3-photo xyxy=(212,342,748,510)
story4-headline-line1: 17 ಮಂದಿ ಸಾವಿಗೆ ಕಾರಣನಾದ ಆರೋಪಿಗೆ xyxy=(8,695,189,710)
man-head xyxy=(561,157,589,189)
story6-body-left: ಮದ್ದೂರು: ಗ್ರಾಮ ಮಟ್ಟದ ಜನರಿಗೆ ಆರೋಗ್ಯ ಇಲಾಖೆಯ ಎಲ್ಲಾ ಸೌಲಭ್ಯಗಳು ಸಿಗುವಂತಾಗಬೇಕು ಎಂದು ತಾಲ್ಲೂಕು ಆರೋಗ್ಯಾಧಿಕಾರಿಗಳು ತಿಳಿಸಿದರು. ಗ್ರಾಮೀಣ ಪ್ರದೇಶದ ಜನರು ಸರ್ಕಾರಿ ಆಸ್ಪತ್ರೆಗಳಲ್ಲಿ ದೊರೆಯುವ ಉಚಿತ ಚಿಕಿತ್ಸೆ ಹಾಗೂ ಔಷಧಿಗಳ ಸದುಪಯೋಗ ಪಡೆದುಕೊಳ್ಳಬೇಕು. ಮದ್ದೂರು ತಾಲ್ಲೂಕಿನ ಕಚೇರಿಯಲ್ಲಿ ಗ್ರಾಮ ಪಂಚಾಯಿತಿ ಸದಸ್ಯರು ಮತ್ತು ಆಶಾ ಕಾರ್ಯಕರ್ತೆಯರ ಸಭೆ ನಡೆಸಲಾಯಿತು. ಸಾಂಕ್ರಾಮಿಕ ರೋಗಗಳ ನಿಯಂತ್ರಣಕ್ಕೆ ಸಾರ್ವಜನಿಕರ ಸಹಕಾರ ಅಗತ್ಯ. ಜನನಿ ಸುರಕ್ಷಾ ಯೋಜನೆ, ಆಯುಷ್ಮಾನ್ ಭಾರತ್ ಕಾರ್ಡ್‌ಗಳ ಬಗ್ಗೆ ಜಾಗೃತಿ ಮೂಡಿಸಲಾಯಿತು. ನಮ್ಮ ಮಂಡ್ಯ ಜಿಲ್ಲೆಯನ್ನು ಆರೋಗ್ಯಕರ ಜಿಲ್ಲೆಯನ್ನಾಗಿ ಮಾಡುವ ಗುರಿ ಹೊಂದಲಾಗಿದೆ. ಈ ಸಂದರ್ಭದಲ್ಲಿ ಹಿರಿಯ ಆರೋಗ್ಯ ನಿರೀಕ್ಷಣಾಧಿಕಾರಿಗಳು, ಸಮುದಾಯ ಆರೋಗ್ಯ ಅಧಿಕಾರಿಗಳು, ಆಶಾ ಕಾರ್ಯಕರ್ತೆಯರು ಹಾಜರಿದ್ದರು. ಟಿಬಿ ಮುಕ್ತ ಭಾರತ ಅಭಿಯಾನದ ಬಗ್ಗೆ ಮಾಹಿತಿ ನೀಡಲಾಯಿತು. ಕುಟುಂಬ ಕಲ್ಯಾಣ ಕಾರ್ಯಕ್ರಮಗಳನ್ನು ಯಶಸ್ವಿಗೊಳಿಸಲು ಎಲ್ಲರೂ ಸಹಕರಿಸಬೇಕು. ಗರ್ಭಿಣಿಯರ ತಪಾಸಣೆ, ಮಕ್ಕಳ ಲಸಿಕಾಕರಣ ಕಾರ್ಯಕ್ರಮಗಳು ನಿಯಮಿತವಾಗಿ ನಡೆಯುತ್ತಿವೆ. ಗ್ರಾಮೀಣ ಜನರಿಗೆ ಆರೋಗ್ಯ ಶಿಕ್ಷಣ ನೀಡುವ ಕಾರ್ಯ ಮುಂದುವರಿಯಲಿದೆ. ಸಾಂಕ್ರಾಮಿಕ ಮತ್ತು ಅಸಾಂಕ್ರಾಮಿಕ ರೋಗಗಳ ನಿಯಂತ್ರಣಕ್ಕೆ ಕ್ರಮ ವಹಿಸಲಾಗಿದೆ. ಗ್ರಾಮಸ್ಥರು ಹಾಜರಿದ್ದರು. xyxy=(272,730,422,895)
story2-headline: ಅಪೂರ್ವ ಸಾಧನೆ xyxy=(8,301,132,327)
sidebar-story3-body: ಚಿಕ್ಕಬಳ್ಳಾಪುರ: ಗೌರಿಬಿದನೂರು ನಗರಸಭಾ ವ್ಯಾಪ್ತಿಯಲ್ಲಿ ವಾಸವಾಗಿರುವ ವಿಕಲಚೇತನರಿಗೆ 2022-23ನೇ ಸಾಲಿನ ಎಸ್‌ಎಫ್‌ಸಿ ಅನುದಾನದ ಶೇ.5ರ ಯೋಜನೆಯಡಿ ಸೌಲಭ್ಯ ಪಡೆಯಲು ಅರ್ಜಿ ಆಹ್ವಾನಿಸಲಾಗಿದೆ. ವಿಕಲಚೇತನರ ಸಬಲೀಕರಣಕ್ಕಾಗಿ ಸರ್ಕಾರ ವಿವಿಧ ಯೋಜನೆಗಳನ್ನು ಜಾರಿಗೆ ತಂದಿದೆ. ಅರ್ಹ ಫಲಾನುಭವಿಗಳು ಫೆಬ್ರವರಿ 5 ರೊಳಗೆ ಅರ್ಜಿ ಸಲ್ಲಿಸಬೇಕು. ದಾಖಲೆಗಳು: ವಿಕಲಚೇತನ ಪ್ರಮಾಣ ಪತ್ರ, ಆಧಾರ್ ಕಾರ್ಡ್, ಪಡಿತರ ಚೀಟಿ, ಬ್ಯಾಂಕ್ ಖಾತೆ ವಿವರ, ಭಾವಚಿತ್ರ ಮತ್ತು ವಾಸಸ್ಥಳ ದೃಢೀಕರಣ ಪತ್ರದೊಂದಿಗೆ ನಗರಸಭಾ ಕಚೇರಿಗೆ ಸಲ್ಲಿಸಬೇಕು ಎಂದು ತಿಳಿಸಲಾಗಿದೆ. xyxy=(758,732,938,805)
player1-head xyxy=(39,557,61,581)
divider-4 xyxy=(8,1014,264,1015)
story8-headline: ಅಕ್ರಮ ಖಾಸಗಿ ಶಾಲೆಗಳ ವಿರುದ್ಧ ಪ್ರತಿಭಟನೆ xyxy=(8,1163,310,1188)
story7-headline: ಜಾನುವಾರು ಮೇಲೆ ಚಿರತೆ ದಾಳಿ: ಗ್ರಾಮಸ್ಥರ ಆಕ್ರೋಶ xyxy=(282,965,603,987)
desk-front xyxy=(253,469,713,491)
sidebar-story1-headline: ಸ್ಪರ್ಶ ಕುಷ್ಠ ಅರಿವು ಕಾರ್ಯಕ್ರಮ xyxy=(758,66,884,81)
masthead xyxy=(0,0,945,62)
story6-photo xyxy=(428,730,748,822)
woman-figure xyxy=(649,181,719,277)
story5-body: ಮೈಸೂರು: ಯುವ ಸಬಲೀಕರಣ ಮತ್ತು ಕ್ರೀಡಾ ಇಲಾಖೆಯ ವತಿಯಿಂದ ಜಿಲ್ಲಾ ಕ್ರೀಡಾಶಾಲೆ/ನಿಲಯಗಳಿಗೆ 14 ವರ್ಷದೊಳಗಿನ (01-06-2012 ರ ನಂತರ ಜನಿಸಿರುವ) ಮತ್ತು 2026-27ನೇ ಸಾಲಿಗೆ 8ನೇ ತರಗತಿಗೆ ಪ್ರವೇಶ ಪಡೆಯುವ ಬಾಲಕಿಯರಿಗೆ ಆಯ್ಕೆ ಪ್ರಕ್ರಿಯೆ ನಡೆಯಲಿದೆ. ಫೆಬ್ರವರಿ 15 ಮತ್ತು 16 ರಂದು ಬೆಳಿಗ್ಗೆ 9.00 ಗಂಟೆಯಿಂದ ಚಾಮುಂಡಿ ವಿಹಾರ ಕ್ರೀಡಾಂಗಣದಲ್ಲಿ ಆಯ್ಕೆ ಪ್ರಕ್ರಿಯೆ ನಡೆಯಲಿದೆ. ಹೆಚ್ಚಿನ ಮಾಹಿತಿಗೆ ದೂರವಾಣಿ ಸಂಖ್ಯೆ: 0821-2564179 ನ್ನು ಸಂಪರ್ಕಿಸಬಹುದಾಗಿದೆ. xyxy=(8,1036,262,1081)
villager2-figure xyxy=(697,1063,733,1141)
lamp-stand xyxy=(767,1309,773,1401)
guest2-figure xyxy=(703,1285,751,1401)
wall xyxy=(509,109,749,209)
story2-body: ಹುಣಸೂರು: 5 ನೇ ರಾಷ್ಟ್ರೀಯ ವ್ಯಾಲ ಫ್ಲೋರ್‌ಬಾಲ್ ಪಂದ್ಯಾವಳಿಯಲ್ಲಿ ನಗರದ ವಿದ್ಯಾರ್ಥಿಗಳು ಅಪೂರ್ವ ಸಾಧನೆ ಮಾಡಿದ್ದಾರೆ. ಮಹಾರಾಷ್ಟ್ರದಲ್ಲಿ ಜನವರಿ 24, 25, 26 ರಂದು ನಡೆದ ಪಂದ್ಯಾವಳಿಯಲ್ಲಿ ಕರ್ನಾಟಕ ತಂಡವನ್ನು ಪ್ರತಿನಿಧಿಸಿದ ವಿದ್ಯಾರ್ಥಿಗಳು ಉತ್ತಮ ಪ್ರದರ್ಶನ ನೀಡಿ ಪದಕಗಳನ್ನು ಗೆದ್ದುಕೊಂಡಿದ್ದಾರೆ. ಪ್ರತಿಭೆಗಳಿಗೆ ಆರ್ಥಿಕ ಸಹಾಯ: 2026ರಲ್ಲಿ ಮೈಸೂರಿನಲ್ಲಿ ನಡೆದ 5ನೇ ರಾಷ್ಟ್ರೀಯ ವ್ಯಾಲ ಫ್ಲೋರ್‌ಬಾಲ್ ಚಾಂಪಿಯನ್ ಶಿಪ್‌ನಲ್ಲಿ ಭಾಗವಹಿಸಿದ ಕ್ರೀಡಾಪಟುಗಳು ಪದಕ ಗೆದ್ದು ಕೀರ್ತಿ ತಂದಿದ್ದಾರೆ. ಆರ್ಥಿಕವಾಗಿ ಹಿಂದುಳಿದ ಪ್ರತಿಭೆಗಳಿಗೆ ಸಹಾಯ ಮಾಡುವ ನಿಟ್ಟಿನಲ್ಲಿ ದಾನಿಗಳು ಮುಂದೆ ಬರಬೇಕು ಎಂದು ತರಬೇತುದಾರರು ಮನವಿ ಮಾಡಿದರು. ಇವರಿಗೆ ಆರ್ಥಿಕ ಸಹಕಾರ ಅಗತ್ಯವಿದ್ದು, ದಾನಿಗಳು ನೆರವು ನೀಡಬೇಕು ಎಂದು ಕೇಳಿಕೊಳ್ಳಲಾಗಿದೆ. xyxy=(8,332,204,405)
divider-3 xyxy=(8,692,748,693)
calf-figure xyxy=(609,1105,649,1131)
issue-date: 30.1.2026 xyxy=(812,37,853,46)
villager1-figure xyxy=(655,1067,681,1137)
sidebar-story1-body: ಚಿಕ್ಕಬಳ್ಳಾಪುರ: ರೋಗ್ಯ ಮತ್ತು ಕುಟುಂಬ ಕಲ್ಯಾಣ ಇಲಾಖೆಯಿಂದ ಜಿಲ್ಲೆಯಲ್ಲಿ 2026-ಜನವರಿ-30 ರಿಂದ ಫೆಬ್ರವರಿ-13 ರವರೆಗೆ ಸ್ಪರ್ಶ ಕುಷ್ಠ ರೋಗದ ಬಗ್ಗೆ ಅರಿವು ಕಾರ್ಯಕ್ರಮವನ್ನು ಹಮ್ಮಿಕೊಳ್ಳಲಾಗಿದೆ. ಕುಷ್ಠರೋಗದ ಲಕ್ಷಣಗಳು: ಚರ್ಮದ ಮೇಲೆ ತಿಳಿ ಬಿಳಿ ಅಥವಾ ತಾಮ್ರ ಬಣ್ಣದ ಮಚ್ಚೆಗಳು, ಮಚ್ಚೆಗಳಲ್ಲಿ ಸ್ಪರ್ಶಜ್ಞಾನ ಇಲ್ಲದಿರುವುದು, ಕೈ ಕಾಲುಗಳಲ್ಲಿ ಜೋಮು ಹಿಡಿಯುವುದು, ದಪ್ಪನಾದ ಹೊಳೆಯುವ ಚರ್ಮ, ನರಗಳ ಊತ. ಈ ಲಕ್ಷಣಗಳು ಕಂಡುಬಂದಲ್ಲಿ ತಕ್ಷಣ ಹತ್ತಿರದ ಸರ್ಕಾರಿ ಆಸ್ಪತ್ರೆಯಲ್ಲಿ ಉಚಿತ ತಪಾಸಣೆ ಮಾಡಿಸಿಕೊಳ್ಳಬೇಕು. ಕುಷ್ಠರೋಗವು ಸಂಪೂರ್ಣವಾಗಿ ಗುಣಪಡಿಸಬಹುದಾದ ಕಾಯಿಲೆ. ಬಹು ಔಷಧಿ ಚಿಕಿತ್ಸೆ (ಎಂಡಿಟಿ) ಎಲ್ಲಾ ಸರ್ಕಾರಿ ಆಸ್ಪತ್ರೆಗಳಲ್ಲಿ ಉಚಿತವಾಗಿ ಲಭ್ಯವಿದೆ. ಸಾರ್ವಜನಿಕರು ಈ ಅರಿವು ಕಾರ್ಯಕ್ರಮದ ಸದುಪಯೋಗ ಪಡೆದುಕೊಳ್ಳಬೇಕು. ಸಮುದಾಯ ಆರೋಗ್ಯ ಅಧಿಕಾರಿಗಳು, ಆಶಾ ಕಾರ್ಯಕರ್ತೆಯರು ಮನೆ ಮನೆಗೆ ಭೇಟಿ ನೀಡಿ ಜಾಗೃತಿ ಮೂಡಿಸಲಿದ್ದಾರೆ. ಕುಷ್ಠರೋಗಿಗಳ ಬಗ್ಗೆ ತಾರತಮ್ಯ ಮಾಡಬಾರದು. ಚಿಕಿತ್ಸೆ ಪಡೆದ ರೋಗಿಗಳು ಸಾಮಾನ್ಯ ಜೀವನ ನಡೆಸಬಹುದು. ಮುಂಚಿತವಾಗಿ ಪತ್ತೆಹಚ್ಚಿದರೆ ಅಂಗವೈಕಲ್ಯ ತಡೆಯಬಹುದು. ಜಿಲ್ಲಾ ಆರೋಗ್ಯಾಧಿಕಾರಿಗಳು ಸಾರ್ವಜನಿಕರ ಸಹಕಾರ ಕೋರಿದ್ದಾರೆ. ಬಹು ಔಷಧ ಚಿಕಿತ್ಸೆ: ಉಚಿತ ಚಿಕಿತ್ಸೆ ಲಭ್ಯವಿದೆ. ರೋಗ ಪತ್ತೆಯಾದ ವ್ಯಕ್ತಿಗಳು 6 ರಿಂದ 12 ತಿಂಗಳ ಚಿಕಿತ್ಸೆ ಪಡೆಯಬೇಕು. ಗ್ರಾಮೀಣ ಪ್ರದೇಶಗಳಲ್ಲಿ ವಿಶೇಷ ಶಿಬಿರಗಳನ್ನು ಆಯೋಜಿಸಲಾಗುವುದು. ಶಾಲಾ ಮಕ್ಕಳಲ್ಲಿ ಜಾಗೃತಿ ಮೂಡಿಸಲು ಕಾರ್ಯಕ್ರಮ ಹಮ್ಮಿಕೊಳ್ಳಲಾಗಿದೆ ಎಂದು ಡಾ. ಮಹೇಶ್ ಕುಮಾರ್ ತಿಳಿಸಿದ್ದಾರೆ. xyxy=(758,84,938,240)
page-number: 5 xyxy=(900,0,928,51)
ground xyxy=(213,491,749,511)
story4-photo xyxy=(8,736,262,820)
story9-body-left: ಮೈಸೂರು: ನಗರದ ಎಂಐಎಚ್‌ಎಂಸಿ ಕಾಲೇಜಿನಲ್ಲಿ ವಿದ್ಯಾರ್ಥಿಗಳಿಗೆ ಕೌಶಲ್ಯ ತರಬೇತಿ ಕಾರ್ಯಾಗಾರ ಆಯೋಜಿಸಲಾಗಿತ್ತು. ಮಹಾರಾಣಿ ವಿಜ್ಞಾನ ಕಾಲೇಜು ವಿದ್ಯಾರ್ಥಿನಿಯರು ಭಾಗವಹಿಸಿದ್ದರು. ಬದಲಾಗುತ್ತಿರುವ ಕಾಲಘಟ್ಟದಲ್ಲಿ ವಿದ್ಯಾರ್ಥಿಗಳು ಕೌಶಲ್ಯಗಳನ್ನು ಬೆಳೆಸಿಕೊಳ್ಳುವುದು ಅಗತ್ಯ. ಉದ್ಯೋಗಾವಕಾಶಗಳನ್ನು ಪಡೆಯಲು ಶೈಕ್ಷಣಿಕ ಅರ್ಹತೆಯ ಜೊತೆಗೆ ಪ್ರಾಯೋಗಿಕ ಜ್ಞಾನ ಮುಖ್ಯ. ಆಹಾರ ಸಂಸ್ಕರಣೆ, ಆತಿಥ್ಯ ನಿರ್ವಹಣೆ ಕುರಿತು ಮಾಹಿತಿ ನೀಡಲಾಯಿತು. ಕೌಶಲ್ಯ ತರಬೇತಿ ಮಕ್ಕಳಿಗೆ ಆತ್ಮವಿಶ್ವಾಸ ಮೂಡಿಸುತ್ತದೆ. ಮಹಾರಾಣಿ ವಿಜ್ಞಾನ ಕಾಲೇಜಿನ ವಿದ್ಯಾರ್ಥಿನಿಯರಿಗೆ ಆಹಾರ ಸುರಕ್ಷತೆ ಮತ್ತು ಗುಣಮಟ್ಟದ ಬಗ್ಗೆ ತರಬೇತಿ ನೀಡಲಾಯಿತು. ಈ ಸಂದರ್ಭದಲ್ಲಿ ಕಾಲೇಜಿನ ಪ್ರಾಂಶುಪಾಲರು, ಉಪನ್ಯಾಸಕರು ಹಾಗೂ ಸಿಬ್ಬಂದಿ ಹಾಜರಿದ್ದರು. ಪ್ರಾಯೋಗಿಕ ತರಗತಿಗಳ ಮೂಲಕ ವಿದ್ಯಾರ್ಥಿಗಳಿಗೆ ತರಬೇತಿ ನೀಡಲಾಯಿತು. ಡಾ. ಅಬ್ದುಲ್ ರಹಮಾನ್ ಎಂ, ಮಹಾರಾಣಿ ಕೌಶಲ್ಯ ತರಬೇತಿ ಕೇಂದ್ರದ ಸಂಯೋಜಕರು ಕಾರ್ಯಕ್ರಮ ಉದ್ಘಾಟಿಸಿದರು. ಕೌಶಲ್ಯ ತರಬೇತಿ ಮಕ್ಕಳಿಗೆ ಅತಿ ಅಗತ್ಯ ಎಂದು ಅಭಿಪ್ರಾಯಪಟ್ಟರು. ಇದೇ ಸಂದರ್ಭದಲ್ಲಿ ಮಹಾರಾಣಿ ವಿಜ್ಞಾನ ಕಾಲೇಜಿನ ಪ್ರೊ. ಶಿವಪ್ರಸಾದ್ ಹಾಗೂ ಎಂಐಎಚ್‌ಎಂಸಿ ಪ್ರಾಂಶುಪಾಲರಾದ ಶ್ರೀಮತಿ ಅರ್ಪಿತ ಧರ್ಮ ಮಾತನಾಡಿದರು. ಎಂಐಎಚ್‌ಎಂಸಿ ಕಾಲೇಜಿನ ಉಪನ್ಯಾಸಕರು ಹಾಗೂ ವಿದ್ಯಾರ್ಥಿನಿಯರು ಉಪಸ್ಥಿತರಿದ್ದರು. xyxy=(410,1208,600,1336)
story7-photo xyxy=(596,994,748,1154)
story2-photo xyxy=(8,516,204,686)
story3-headline: ಮಕ್ಕಳಿಗೆ ಡೆಸ್ಕ್ ಟೇಬಲ್ ಉಡುಗೊರೆ xyxy=(214,301,574,337)
back-row xyxy=(213,383,749,423)
divider-1 xyxy=(8,294,748,295)
man-figure xyxy=(539,187,613,277)
story9-photo xyxy=(606,1208,938,1400)
